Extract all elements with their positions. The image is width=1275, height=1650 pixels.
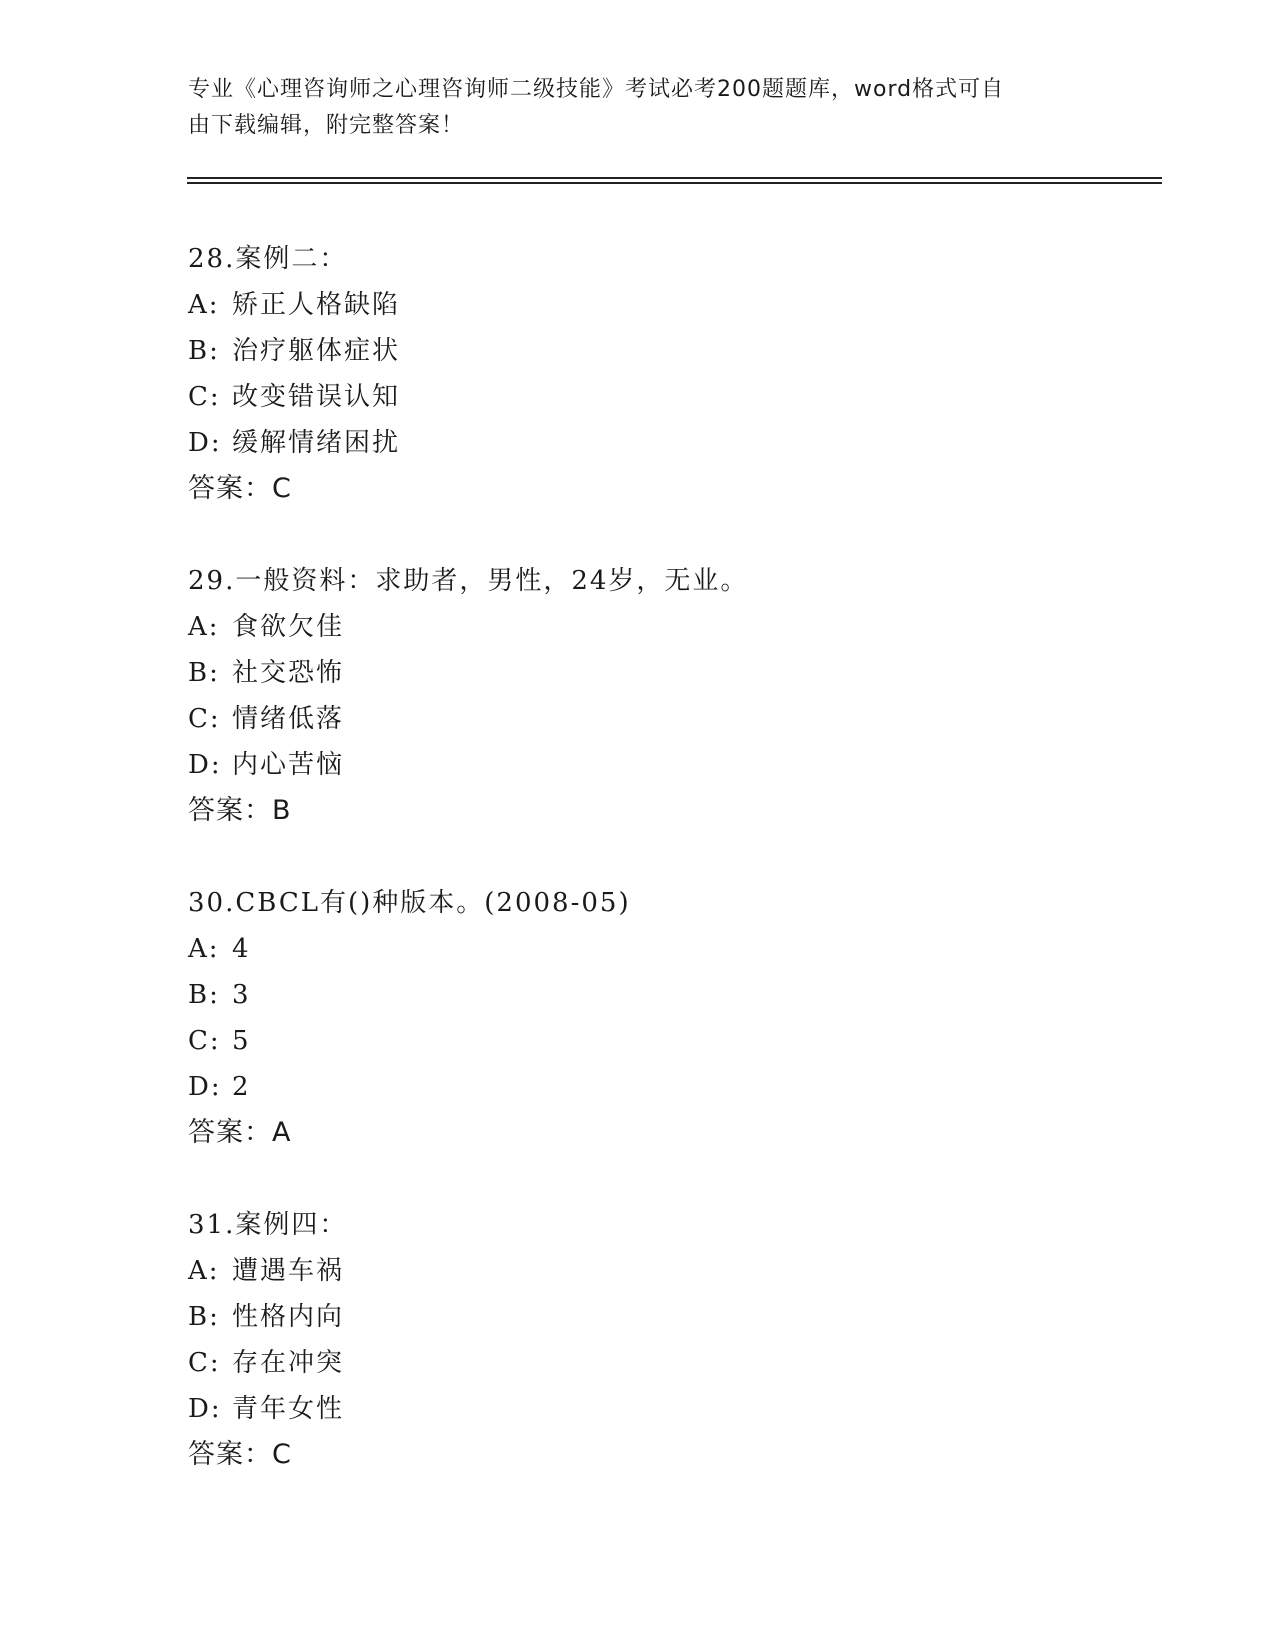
option-a bbox=[188, 1248, 1148, 1294]
question-stem: 31.案例四： bbox=[188, 1210, 348, 1240]
question-29 bbox=[188, 558, 1148, 834]
question-31 bbox=[188, 1202, 1148, 1478]
option-b bbox=[188, 972, 1148, 1018]
option-b bbox=[188, 328, 1148, 374]
header-divider-bottom bbox=[187, 182, 1162, 184]
option-text: 内心苦恼 bbox=[232, 750, 345, 780]
option-text: 青年女性 bbox=[232, 1394, 345, 1424]
option-text: 情绪低落 bbox=[232, 704, 345, 734]
option-text: 5 bbox=[232, 1026, 251, 1056]
option-letter: A: bbox=[188, 934, 220, 964]
option-text: 遭遇车祸 bbox=[232, 1256, 345, 1286]
header-line-2: 由下载编辑，附完整答案！ bbox=[188, 113, 465, 138]
option-d bbox=[188, 1064, 1148, 1110]
option-letter: B: bbox=[188, 336, 220, 366]
option-letter: C: bbox=[188, 1348, 221, 1378]
option-text: 存在冲突 bbox=[232, 1348, 345, 1378]
option-a bbox=[188, 604, 1148, 650]
option-a bbox=[188, 926, 1148, 972]
option-text: 4 bbox=[232, 934, 251, 964]
question-30 bbox=[188, 880, 1148, 1156]
document-header bbox=[188, 72, 1068, 144]
option-text: 性格内向 bbox=[232, 1302, 345, 1332]
answer-line: 答案：C bbox=[188, 473, 292, 504]
option-text: 改变错误认知 bbox=[232, 382, 401, 412]
question-list bbox=[188, 236, 1148, 1524]
option-letter: D: bbox=[188, 1394, 222, 1424]
option-b bbox=[188, 650, 1148, 696]
option-letter: D: bbox=[188, 428, 222, 458]
option-letter: A: bbox=[188, 290, 220, 320]
header-line-1: 专业《心理咨询师之心理咨询师二级技能》考试必考200题题库，word格式可自 bbox=[188, 77, 1005, 102]
answer-line: 答案：C bbox=[188, 1439, 292, 1470]
option-text: 食欲欠佳 bbox=[232, 612, 345, 642]
option-b bbox=[188, 1294, 1148, 1340]
option-letter: D: bbox=[188, 1072, 222, 1102]
option-letter: C: bbox=[188, 1026, 221, 1056]
option-d bbox=[188, 1386, 1148, 1432]
option-text: 缓解情绪困扰 bbox=[232, 428, 401, 458]
option-c bbox=[188, 696, 1148, 742]
option-letter: B: bbox=[188, 980, 220, 1010]
option-text: 3 bbox=[232, 980, 251, 1010]
option-d bbox=[188, 742, 1148, 788]
option-letter: A: bbox=[188, 1256, 220, 1286]
option-letter: B: bbox=[188, 1302, 220, 1332]
answer-line: 答案：A bbox=[188, 1117, 292, 1148]
question-stem: 29.一般资料：求助者，男性，24岁，无业。 bbox=[188, 566, 749, 596]
option-letter: B: bbox=[188, 658, 220, 688]
question-stem: 28.案例二： bbox=[188, 244, 348, 274]
question-28 bbox=[188, 236, 1148, 512]
option-letter: D: bbox=[188, 750, 222, 780]
question-stem: 30.CBCL有()种版本。(2008-05) bbox=[188, 888, 631, 918]
answer-line: 答案：B bbox=[188, 795, 292, 826]
option-d bbox=[188, 420, 1148, 466]
header-divider-top bbox=[187, 177, 1162, 179]
option-c bbox=[188, 1018, 1148, 1064]
option-letter: C: bbox=[188, 382, 221, 412]
option-text: 治疗躯体症状 bbox=[232, 336, 401, 366]
option-c bbox=[188, 1340, 1148, 1386]
option-text: 2 bbox=[232, 1072, 251, 1102]
option-a bbox=[188, 282, 1148, 328]
option-text: 矫正人格缺陷 bbox=[232, 290, 401, 320]
option-letter: C: bbox=[188, 704, 221, 734]
option-c bbox=[188, 374, 1148, 420]
option-text: 社交恐怖 bbox=[232, 658, 345, 688]
option-letter: A: bbox=[188, 612, 220, 642]
